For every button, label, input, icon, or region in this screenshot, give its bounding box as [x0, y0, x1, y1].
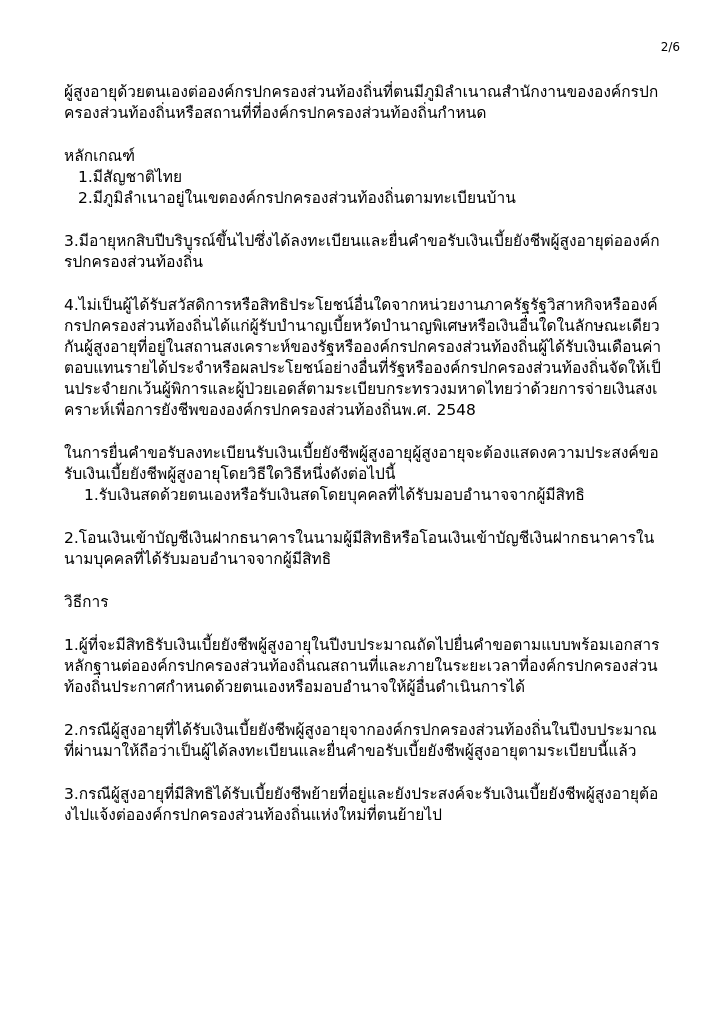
document-body [64, 82, 664, 826]
criteria-heading: หลักเกณฑ์ [64, 147, 136, 165]
procedure-heading: วิธีการ [64, 593, 109, 611]
criteria-item-4: 4.ไม่เป็นผู้ได้รับสวัสดิการหรือสิทธิประโยชน์อื่นใดจากหน่วยงานภาครัฐรัฐวิสาหกิจหรือองค์กรปกครองส่วนท้องถิ่นได้แก่ผู้รับบำนาญเบี้ยหวัดบำนาญพิเศษหรือเงินอื่นใดในลักษณะเดียวกันผู้สูงอายุที่อยู่ในสถานสงเคราะห์ของรัฐหรือองค์กรปกครองส่วนท้องถิ่นผู้ได้รับเงินเดือนค่าตอบแทนรายได้ประจำหรือผลประโยชน์อย่างอื่นที่รัฐหรือองค์กรปกครองส่วนท้องถิ่นจัดให้เป็นประจำยกเว้นผู้พิการและผู้ป่วยเอดส์ตามระเบียบกระทรวงมหาดไทยว่าด้วยการจ่ายเงินสงเคราะห์เพื่อการยังชีพขององค์กรปกครองส่วนท้องถิ่นพ.ศ. 2548 [64, 296, 662, 419]
procedure-item-3: 3.กรณีผู้สูงอายุที่มีสิทธิได้รับเบี้ยยังชีพย้ายที่อยู่และยังประสงค์จะรับเงินเบี้ยยังชีพผู้สูงอายุต้องไปแจ้งต่อองค์กรปกครองส่วนท้องถิ่นแห่งใหม่ที่ตนย้ายไป [64, 785, 659, 824]
payment-item-1: 1.รับเงินสดด้วยตนเองหรือรับเงินสดโดยบุคคลที่ได้รับมอบอำนาจจากผู้มีสิทธิ [84, 486, 585, 504]
payment-section [64, 443, 664, 506]
payment-intro: ในการยื่นคำขอรับลงทะเบียนรับเงินเบี้ยยังชีพผู้สูงอายุผู้สูงอายุจะต้องแสดงความประสงค์ขอรับเงินเบี้ยยังชีพผู้สูงอายุโดยวิธีใดวิธีหนึ่งดังต่อไปนี้ [64, 444, 659, 483]
criteria-item-3: 3.มีอายุหกสิบปีบริบูรณ์ขึ้นไปซึ่งได้ลงทะเบียนและยื่นคำขอรับเงินเบี้ยยังชีพผู้สูงอายุต่อองค์กรปกครองส่วนท้องถิ่น [64, 232, 660, 271]
criteria-item-2: 2.มีภูมิลำเนาอยู่ในเขตองค์กรปกครองส่วนท้องถิ่นตามทะเบียนบ้าน [78, 189, 516, 207]
page-number: 2/6 [660, 40, 680, 54]
criteria-section [64, 146, 664, 209]
payment-item-2: 2.โอนเงินเข้าบัญชีเงินฝากธนาคารในนามผู้มีสิทธิหรือโอนเงินเข้าบัญชีเงินฝากธนาคารในนามบุคคลที่ได้รับมอบอำนาจจากผู้มีสิทธิ [64, 529, 655, 568]
procedure-item-2: 2.กรณีผู้สูงอายุที่ได้รับเงินเบี้ยยังชีพผู้สูงอายุจากองค์กรปกครองส่วนท้องถิ่นในปีงบประมาณที่ผ่านมาให้ถือว่าเป็นผู้ได้ลงทะเบียนและยื่นคำขอรับเบี้ยยังชีพผู้สูงอายุตามระเบียบนี้แล้ว [64, 721, 657, 760]
criteria-item-1: 1.มีสัญชาติไทย [78, 168, 183, 186]
intro-paragraph: ผู้สูงอายุด้วยตนเองต่อองค์กรปกครองส่วนท้องถิ่นที่ตนมีภูมิลำเนาณสำนักงานขององค์กรปกครองส่วนท้องถิ่นหรือสถานที่ที่องค์กรปกครองส่วนท้องถิ่นกำหนด [64, 83, 659, 122]
procedure-item-1: 1.ผู้ที่จะมีสิทธิรับเงินเบี้ยยังชีพผู้สูงอายุในปีงบประมาณถัดไปยื่นคำขอตามแบบพร้อมเอกสารหลักฐานต่อองค์กรปกครองส่วนท้องถิ่นณสถานที่และภายในระยะเวลาที่องค์กรปกครองส่วนท้องถิ่นประกาศกำหนดด้วยตนเองหรือมอบอำนาจให้ผู้อื่นดำเนินการได้ [64, 636, 660, 696]
